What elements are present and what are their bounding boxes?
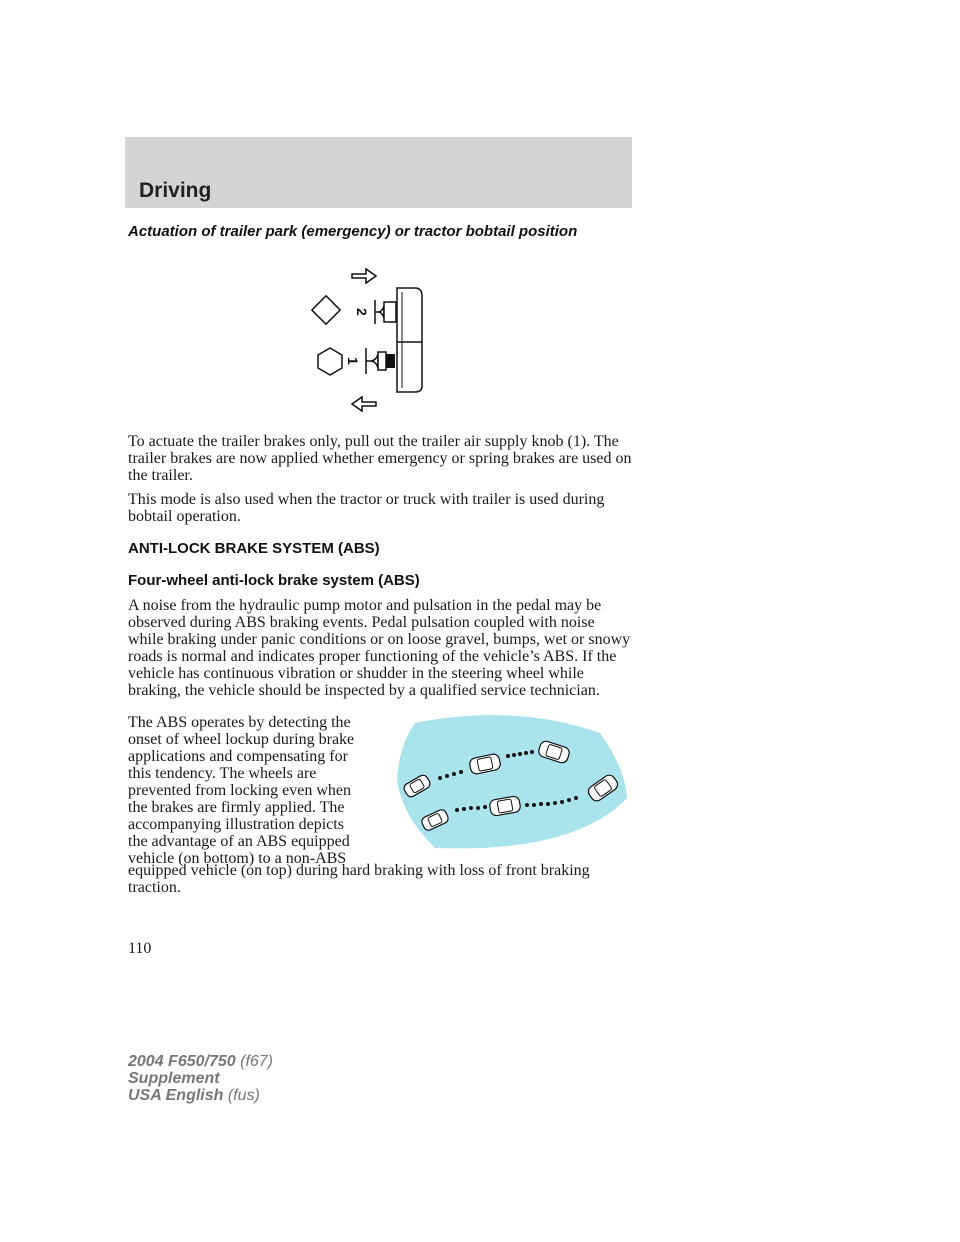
text-line: accompanying illustration depicts [128, 816, 344, 833]
text-line: prevented from locking even when [128, 782, 352, 799]
footer-language: USA English [128, 1087, 224, 1104]
page-number: 110 [128, 940, 152, 957]
document-footer [128, 1053, 273, 1104]
text-line: the advantage of an ABS equipped [128, 833, 350, 850]
paragraph-text: A noise from the hydraulic pump motor and pulsation in the pedal may be observed during ABS braking events. Pedal pulsation coupled with noise while braking under panic conditions or on loose gravel, bumps, wet or snowy roads is normal and indicates proper functioning of the vehicle’s ABS. If the vehicle has continuous vibration or shudder in the steering wheel while braking, the vehicle should be inspected by a qualified service technician. [128, 597, 631, 699]
text-line: applications and compensating for [128, 748, 348, 765]
text-line: the brakes are firmly applied. The [128, 799, 345, 816]
abs-comparison-illustration [395, 708, 635, 853]
plunger-1-icon [366, 348, 378, 374]
abs-operates-text [128, 714, 378, 867]
abs-operates-continued: equipped vehicle (on top) during hard braking with loss of front braking traction. [128, 862, 590, 896]
footer-model: 2004 F650/750 [128, 1053, 236, 1070]
footer-supplement: Supplement [128, 1070, 220, 1087]
paragraph-text: To actuate the trailer brakes only, pull out the trailer air supply knob (1). The trailer brakes are now applied whether emergency or spring brakes are used on the trailer. [128, 433, 632, 484]
diagram-label-1: 1 [345, 357, 361, 365]
diamond-knob-icon [312, 296, 340, 324]
right-arrow-icon [352, 269, 376, 283]
plunger-2-icon [375, 300, 384, 324]
paragraph-actuate [128, 433, 633, 484]
valve-body-icon [397, 288, 422, 392]
section-header-band [125, 137, 632, 208]
section-title: Driving [139, 179, 212, 202]
footer-language-code: (fus) [227, 1087, 260, 1104]
text-line: The ABS operates by detecting the [128, 714, 351, 731]
text-line: this tendency. The wheels are [128, 765, 317, 782]
trailer-brake-diagram [300, 262, 440, 414]
diagram-label-2: 2 [354, 308, 370, 316]
hexagon-knob-icon [318, 348, 342, 375]
subheading: Actuation of trailer park (emergency) or tractor bobtail position [128, 223, 578, 240]
abs-subheading: Four-wheel anti-lock brake system (ABS) [128, 572, 420, 589]
text-line: onset of wheel lockup during brake [128, 731, 355, 748]
left-arrow-icon [352, 397, 376, 411]
abs-heading: ANTI-LOCK BRAKE SYSTEM (ABS) [128, 540, 380, 557]
paragraph-text: This mode is also used when the tractor or truck with trailer is used during bobtail operation. [128, 491, 605, 525]
abs-paragraph [128, 597, 633, 699]
text-line: vehicle (on bottom) to a non-ABS [128, 850, 347, 867]
paragraph-bobtail [128, 491, 633, 525]
footer-model-code: (f67) [240, 1053, 274, 1070]
